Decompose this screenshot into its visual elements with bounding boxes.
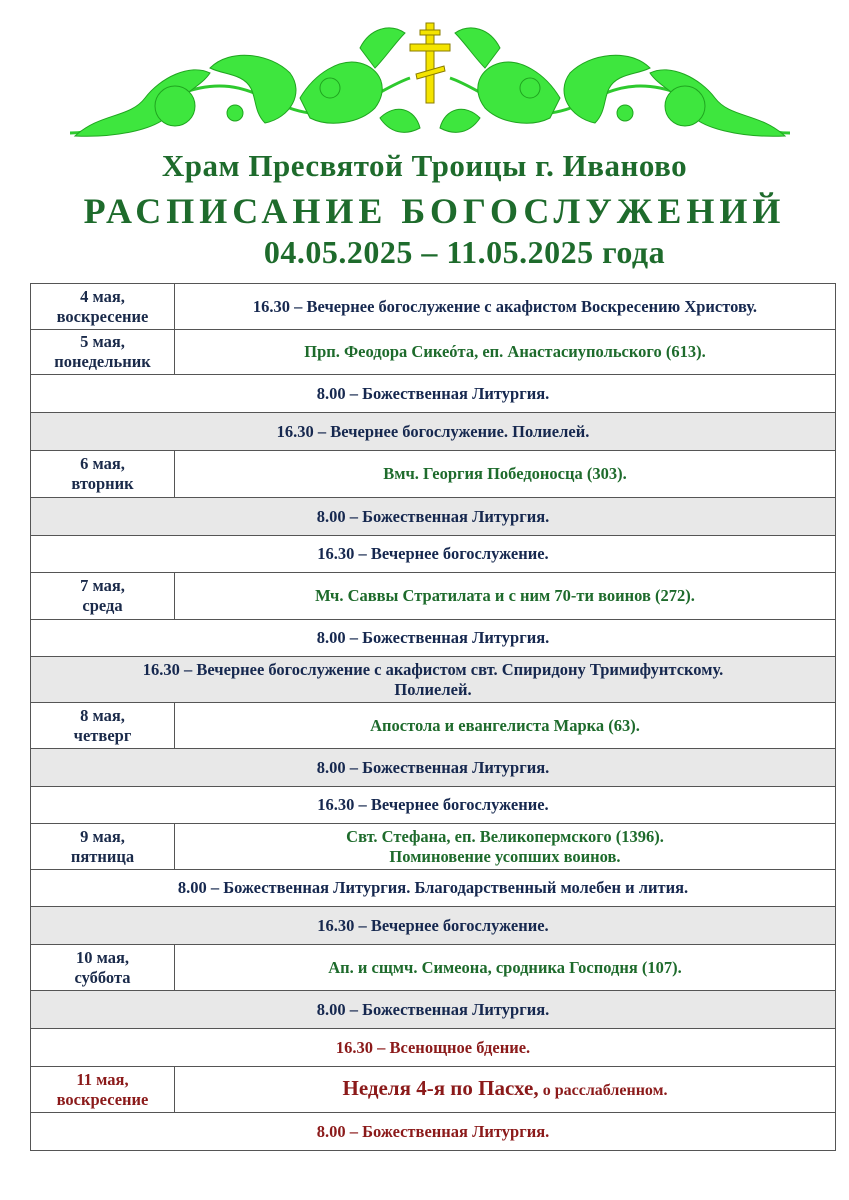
schedule-row [31,1029,836,1067]
service-cell: 16.30 – Вечернее богослужение. [31,536,836,573]
schedule-row [31,657,836,703]
service-cell: 8.00 – Божественная Литургия. [31,749,836,787]
service-cell: 16.30 – Вечернее богослужение. [31,787,836,824]
schedule-row [31,413,836,451]
day-cell: 9 мая, пятница [31,824,175,870]
page-title: РАСПИСАНИЕ БОГОСЛУЖЕНИЙ [83,191,786,231]
schedule-row [31,703,836,749]
day-cell: 4 мая, воскресение [31,284,175,330]
feast-cell: Мч. Саввы Стратилата и с ним 70-ти воинов (272). [175,573,836,620]
schedule-row [31,749,836,787]
schedule-row [31,787,836,824]
schedule-row [31,991,836,1029]
service-cell: 8.00 – Божественная Литургия. Благодарственный молебен и лития. [31,870,836,907]
feast-cell: Ап. и сщмч. Симеона, сродника Господня (107). [175,945,836,991]
schedule-row [31,1067,836,1113]
schedule-row [31,375,836,413]
service-cell: 8.00 – Божественная Литургия. [31,1113,836,1151]
day-cell: 8 мая, четверг [31,703,175,749]
day-cell: 6 мая, вторник [31,451,175,498]
schedule-row [31,620,836,657]
schedule-row [31,284,836,330]
service-cell: 16.30 – Всенощное бдение. [31,1029,836,1067]
church-name: Храм Пресвятой Троицы г. Иваново [161,148,688,183]
feast-cell: Прп. Феодора Сикеóта, еп. Анастасиупольского (613). [175,330,836,375]
feast-cell: Апостола и евангелиста Марка (63). [175,703,836,749]
schedule-row [31,451,836,498]
schedule-row [31,907,836,945]
cross-icon [410,23,450,103]
day-cell: 11 мая, воскресение [31,1067,175,1113]
schedule-row [31,498,836,536]
schedule-row [31,573,836,620]
service-cell: 8.00 – Божественная Литургия. [31,991,836,1029]
service-cell: 16.30 – Вечернее богослужение с акафистом Воскресению Христову. [175,284,836,330]
service-cell: 8.00 – Божественная Литургия. [31,498,836,536]
schedule-table [30,283,836,1151]
day-cell: 7 мая, среда [31,573,175,620]
service-cell: 8.00 – Божественная Литургия. [31,620,836,657]
schedule-row [31,330,836,375]
feast-cell: Неделя 4-я по Пасхе, о расслабленном. [175,1067,836,1113]
service-cell: 16.30 – Вечернее богослужение. Полиелей. [31,413,836,451]
schedule-row [31,536,836,573]
feast-cell: Свт. Стефана, еп. Великопермского (1396). Поминовение усопших воинов. [175,824,836,870]
feast-cell: Вмч. Георгия Победоносца (303). [175,451,836,498]
day-cell: 5 мая, понедельник [31,330,175,375]
date-range: 04.05.2025 – 11.05.2025 года [263,234,666,270]
day-cell: 10 мая, суббота [31,945,175,991]
service-cell: 8.00 – Божественная Литургия. [31,375,836,413]
schedule-row [31,1113,836,1151]
service-cell: 16.30 – Вечернее богослужение. [31,907,836,945]
ornament-header [60,18,800,148]
schedule-row [31,870,836,907]
service-cell: 16.30 – Вечернее богослужение с акафистом свт. Спиридону Тримифунтскому. Полиелей. [31,657,836,703]
schedule-row [31,824,836,870]
schedule-row [31,945,836,991]
